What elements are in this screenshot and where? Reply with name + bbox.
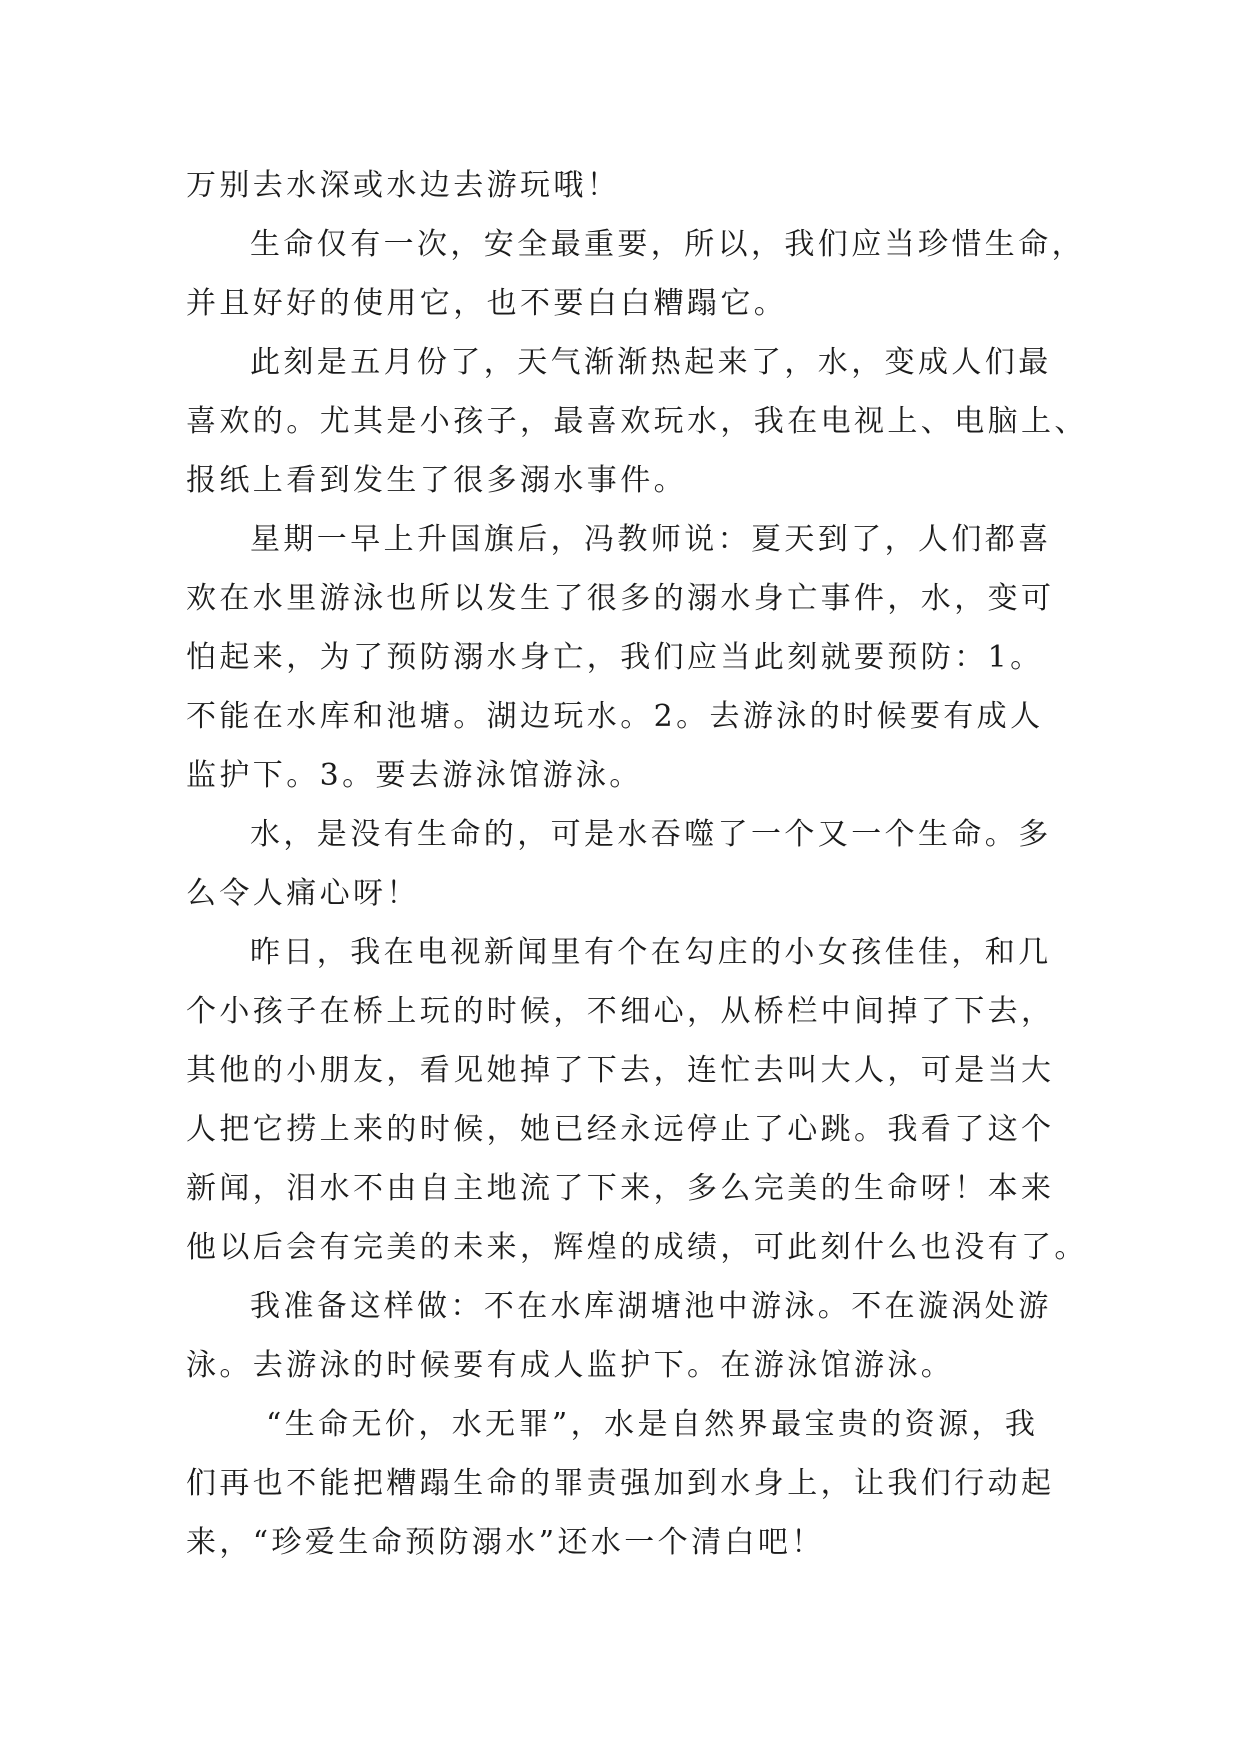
text-line: 其他的小朋友，看见她掉了下去，连忙去叫大人，可是当大 <box>186 1053 1055 1088</box>
paragraph-start-line: 此刻是五月份了，天气渐渐热起来了，水，变成人们最 <box>250 345 1052 380</box>
paragraph-start-line: 我准备这样做：不在水库湖塘池中游泳。不在漩涡处游 <box>250 1289 1052 1324</box>
paragraph-start-line: 生命仅有一次，安全最重要，所以，我们应当珍惜生命， <box>250 227 1085 262</box>
text-line: 监护下。3。要去游泳馆游泳。 <box>186 758 643 793</box>
text-line: 不能在水库和池塘。湖边玩水。2。去游泳的时候要有成人 <box>186 699 1044 734</box>
paragraph-start-line: “生命无价，水无罪”，水是自然界最宝贵的资源，我 <box>266 1407 1039 1442</box>
paragraph-start-line: 昨日，我在电视新闻里有个在勾庄的小女孩佳佳，和几 <box>250 935 1052 970</box>
text-line: 们再也不能把糟蹋生命的罪责强加到水身上，让我们行动起 <box>186 1466 1055 1501</box>
paragraph-start-line: 星期一早上升国旗后，冯教师说：夏天到了，人们都喜 <box>250 522 1052 557</box>
paragraph-start-line: 水，是没有生命的，可是水吞噬了一个又一个生命。多 <box>250 817 1052 852</box>
text-line: 个小孩子在桥上玩的时候，不细心，从桥栏中间掉了下去， <box>186 994 1055 1029</box>
text-line: 欢在水里游泳也所以发生了很多的溺水身亡事件，水，变可 <box>186 581 1055 616</box>
text-line: 报纸上看到发生了很多溺水事件。 <box>186 463 687 498</box>
text-line: 并且好好的使用它，也不要白白糟蹋它。 <box>186 286 788 321</box>
text-line: 他以后会有完美的未来，辉煌的成绩，可此刻什么也没有了。 <box>186 1230 1088 1265</box>
text-line: 么令人痛心呀！ <box>186 876 420 911</box>
text-line: 喜欢的。尤其是小孩子，最喜欢玩水，我在电视上、电脑上、 <box>186 404 1088 439</box>
text-line: 万别去水深或水边去游玩哦！ <box>186 168 621 203</box>
text-line: 新闻，泪水不由自主地流了下来，多么完美的生命呀！本来 <box>186 1171 1055 1206</box>
text-line: 怕起来，为了预防溺水身亡，我们应当此刻就要预防：1。 <box>186 640 1044 675</box>
text-line: 泳。去游泳的时候要有成人监护下。在游泳馆游泳。 <box>186 1348 955 1383</box>
text-line: 人把它捞上来的时候，她已经永远停止了心跳。我看了这个 <box>186 1112 1055 1147</box>
text-line: 来，“珍爱生命预防溺水”还水一个清白吧！ <box>186 1525 825 1560</box>
document-body <box>186 156 1088 1572</box>
